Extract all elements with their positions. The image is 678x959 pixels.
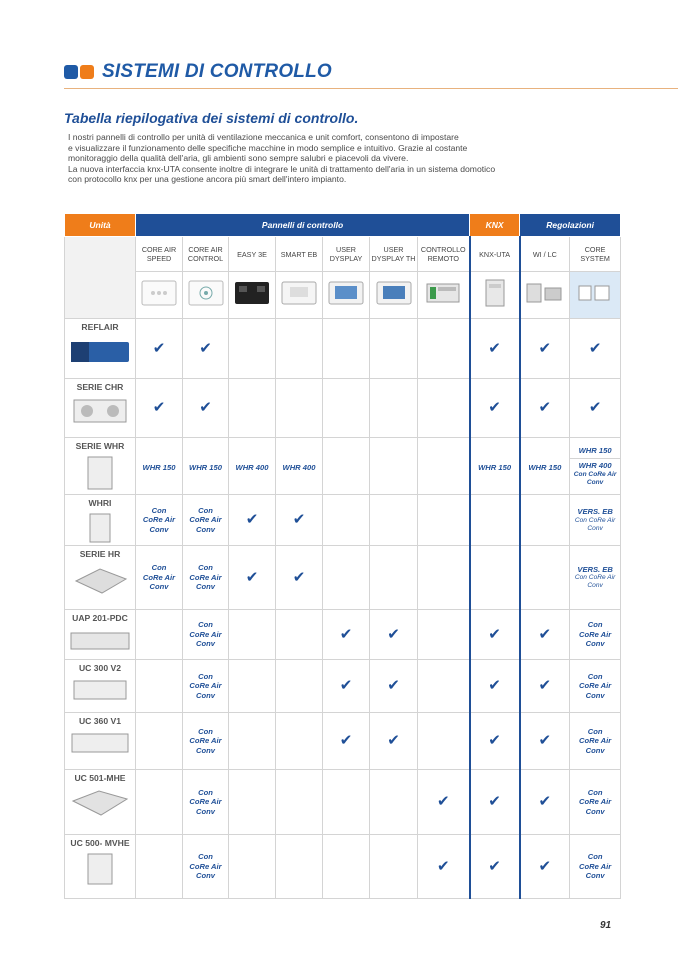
cell (570, 495, 621, 546)
check-icon: ✔ (292, 568, 306, 586)
cell (276, 319, 323, 379)
cell (183, 835, 229, 899)
cell (276, 495, 323, 546)
cell-line: Conv (196, 524, 215, 534)
uc-360-v1-image (69, 730, 131, 756)
cell (183, 610, 229, 660)
check-icon: ✔ (245, 511, 259, 528)
cell (183, 713, 229, 770)
col-header: KNX-UTA (470, 237, 520, 272)
cell (520, 660, 570, 713)
unit-cell (65, 495, 136, 546)
cell (370, 835, 418, 899)
cell (470, 379, 520, 438)
intro-line: La nuova interfaccia knx-UTA consente inoltre di integrare le unità di trattamento dell'aria in un sistema domotico (68, 163, 496, 174)
check-icon: ✔ (292, 511, 306, 528)
check-icon: ✔ (199, 399, 212, 416)
cell-text: WHR 400 (570, 458, 620, 470)
cell-line: Conv (196, 690, 215, 700)
table-row (65, 495, 621, 546)
cell (229, 610, 276, 660)
cell-subtext: Con CoRe Air Conv (573, 470, 617, 486)
check-icon: ✔ (538, 625, 552, 643)
table-row (65, 379, 621, 438)
col-header: USER DYSPLAY TH (370, 237, 418, 272)
table-row (65, 660, 621, 713)
cell-text (570, 672, 620, 701)
cell (183, 495, 229, 546)
cell (370, 610, 418, 660)
unit-name: UC 300 V2 (78, 663, 122, 673)
unit-cell (65, 713, 136, 770)
cell-line: Con (198, 671, 213, 681)
cell (276, 546, 323, 610)
uap-201-pdc-image (69, 627, 131, 653)
cell (276, 379, 323, 438)
cell (370, 770, 418, 835)
control-systems-table (64, 213, 621, 899)
unit-name: SERIE CHR (76, 382, 124, 392)
unit-name: SERIE WHR (75, 441, 125, 451)
group-pannelli: Pannelli di controllo (136, 214, 470, 237)
cell (276, 438, 323, 495)
cell-line: Conv (585, 690, 605, 700)
cell (136, 495, 183, 546)
cell-line: CoRe Air (578, 736, 612, 746)
check-icon: ✔ (488, 677, 501, 694)
cell-text: WHR 400 (282, 463, 316, 472)
orange-square-icon (80, 65, 94, 79)
cell (470, 835, 520, 899)
cell (323, 379, 370, 438)
cell (470, 438, 520, 495)
unit-cell (65, 379, 136, 438)
cell (570, 835, 621, 899)
check-icon: ✔ (387, 732, 400, 749)
cell-text: VERS. EB (577, 564, 613, 574)
cell-line: Con (587, 787, 603, 797)
cell-text: WHR 150 (528, 463, 562, 472)
table-row (65, 713, 621, 770)
check-icon: ✔ (538, 793, 552, 810)
cell (229, 495, 276, 546)
wi-lc-image (520, 272, 570, 319)
serie-chr-image (72, 396, 128, 426)
cell (323, 713, 370, 770)
table-row (65, 610, 621, 660)
cell-line: Con (198, 620, 213, 630)
reflair-image (69, 336, 131, 366)
cell-line: Con (198, 787, 213, 797)
uc-300-v2-image (70, 677, 130, 703)
check-icon: ✔ (488, 732, 501, 749)
cell-line: Con (198, 563, 213, 573)
panel-controllo-remoto-image (418, 272, 470, 319)
cell-line: CoRe Air (578, 629, 612, 639)
cell-line: CoRe Air (142, 572, 176, 582)
col-header: CORE SYSTEM (570, 237, 621, 272)
cell (470, 770, 520, 835)
cell-line: Con (587, 620, 603, 630)
check-icon: ✔ (437, 793, 450, 810)
cell (183, 379, 229, 438)
cell (418, 319, 470, 379)
unit-cell (65, 438, 136, 495)
panel-core-air-control-image (183, 272, 229, 319)
cell (229, 835, 276, 899)
cell-line: Conv (196, 806, 215, 816)
check-icon: ✔ (488, 339, 501, 357)
corner-cell (65, 237, 136, 319)
cell (370, 546, 418, 610)
group-regolazioni: Regolazioni (520, 214, 621, 237)
cell (323, 610, 370, 660)
cell (229, 438, 276, 495)
cell-text (183, 788, 228, 817)
cell-line: Con (151, 563, 167, 573)
cell (418, 379, 470, 438)
page-subtitle: Tabella riepilogativa dei sistemi di controllo. (64, 110, 359, 126)
cell-line: CoRe Air (578, 797, 612, 807)
check-icon: ✔ (152, 399, 166, 416)
check-icon: ✔ (488, 793, 501, 810)
cell (136, 438, 183, 495)
group-unita: Unità (65, 214, 136, 237)
cell (370, 438, 418, 495)
cell (470, 319, 520, 379)
uc-500-mvhe-image (80, 852, 120, 886)
col-header: CORE AIR SPEED (136, 237, 183, 272)
unit-cell (65, 610, 136, 660)
core-system-image (570, 272, 621, 319)
panel-smart-eb-image (276, 272, 323, 319)
cell (136, 835, 183, 899)
column-header-row (65, 237, 621, 272)
panel-user-dysplay-th-image (370, 272, 418, 319)
unit-name: WHRI (88, 498, 112, 508)
cell (136, 379, 183, 438)
section-header (64, 60, 332, 84)
cell-text: WHR 150 (189, 463, 222, 472)
cell (520, 379, 570, 438)
serie-hr-image (70, 563, 130, 601)
cell-line: CoRe Air (189, 681, 222, 691)
cell (470, 610, 520, 660)
cell (370, 495, 418, 546)
cell-line: Con (587, 671, 603, 681)
cell (520, 835, 570, 899)
cell-text (183, 672, 228, 701)
cell (136, 610, 183, 660)
whri-image (80, 512, 120, 544)
check-icon: ✔ (339, 677, 353, 694)
group-knx: KNX (470, 214, 520, 237)
check-icon: ✔ (387, 677, 400, 694)
cell (418, 660, 470, 713)
check-icon: ✔ (488, 399, 501, 416)
check-icon: ✔ (339, 732, 353, 749)
col-header: CONTROLLO REMOTO (418, 237, 470, 272)
cell (570, 379, 621, 438)
table-row (65, 835, 621, 899)
cell-text (570, 727, 620, 756)
cell-line: CoRe Air (189, 515, 222, 525)
cell-line: CoRe Air (189, 861, 222, 871)
check-icon: ✔ (245, 568, 259, 586)
cell-text: WHR 150 (142, 463, 176, 472)
cell (470, 495, 520, 546)
intro-line: I nostri pannelli di controllo per unità di ventilazione meccanica e unit comfort, consentono di impostare (68, 132, 459, 142)
cell (570, 319, 621, 379)
unit-cell (65, 546, 136, 610)
cell-text (183, 506, 228, 535)
section-title: SISTEMI DI CONTROLLO (102, 61, 332, 82)
cell (183, 438, 229, 495)
intro-text (68, 132, 628, 185)
table-row (65, 770, 621, 835)
cell (183, 770, 229, 835)
col-header: USER DYSPLAY (323, 237, 370, 272)
cell-line: CoRe Air (578, 681, 612, 691)
check-icon: ✔ (538, 732, 552, 749)
cell (418, 770, 470, 835)
cell (570, 546, 621, 610)
unit-name: UC 501-MHE (74, 773, 126, 783)
cell-subtext: Con CoRe Air Conv (574, 574, 616, 590)
cell (370, 319, 418, 379)
cell-stack (570, 446, 620, 487)
cell (229, 770, 276, 835)
cell-text (136, 563, 182, 592)
cell (418, 835, 470, 899)
unit-cell (65, 770, 136, 835)
cell-line: Con (198, 852, 213, 862)
cell-line: CoRe Air (189, 629, 222, 639)
unit-cell (65, 660, 136, 713)
cell (520, 495, 570, 546)
panel-core-air-speed-image (136, 272, 183, 319)
cell (229, 379, 276, 438)
check-icon: ✔ (538, 677, 552, 694)
col-header: WI / LC (520, 237, 570, 272)
cell-text (183, 852, 228, 881)
cell (323, 495, 370, 546)
cell-line: Conv (196, 871, 215, 881)
cell-subtext: Con CoRe Air Conv (574, 516, 616, 532)
cell-text: WHR 150 (478, 463, 512, 472)
cell (229, 713, 276, 770)
cell-line: CoRe Air (189, 736, 222, 746)
cell-line: Conv (585, 871, 605, 881)
cell (276, 770, 323, 835)
cell-line: Con (198, 505, 213, 515)
intro-line: e visualizzare il funzionamento delle specifiche macchine in modo semplice e intuitivo. Grazie al costante (68, 142, 468, 153)
unit-name: UC 500- MVHE (70, 838, 130, 848)
cell-line: Con (198, 726, 213, 736)
cell (229, 546, 276, 610)
check-icon: ✔ (437, 857, 450, 875)
cell (570, 713, 621, 770)
check-icon: ✔ (488, 625, 501, 643)
cell-line: Con (587, 726, 603, 736)
cell-text (570, 852, 620, 881)
cell-line: Conv (196, 745, 215, 755)
check-icon: ✔ (538, 857, 552, 875)
cell (276, 713, 323, 770)
blue-square-icon (64, 65, 78, 79)
check-icon: ✔ (538, 399, 552, 416)
table-row (65, 546, 621, 610)
check-icon: ✔ (339, 625, 353, 643)
cell (229, 660, 276, 713)
cell-line: Con (151, 505, 167, 515)
cell (570, 660, 621, 713)
cell-line: CoRe Air (142, 515, 176, 525)
cell (276, 610, 323, 660)
table-row (65, 438, 621, 495)
header-rule (64, 88, 678, 89)
check-icon: ✔ (152, 339, 166, 357)
knx-uta-image (470, 272, 520, 319)
cell (470, 660, 520, 713)
cell (323, 438, 370, 495)
col-header: CORE AIR CONTROL (183, 237, 229, 272)
cell-text (136, 506, 182, 535)
cell (418, 713, 470, 770)
cell (323, 546, 370, 610)
cell (570, 438, 621, 495)
check-icon: ✔ (488, 857, 501, 875)
check-icon: ✔ (538, 339, 552, 357)
cell-text (183, 727, 228, 756)
cell (418, 546, 470, 610)
cell-line: Con (587, 852, 603, 862)
uc-501-mhe-image (69, 787, 131, 821)
cell-text: VERS. EB (577, 507, 613, 517)
unit-cell (65, 835, 136, 899)
check-icon: ✔ (387, 625, 400, 643)
cell (276, 835, 323, 899)
cell (570, 610, 621, 660)
cell-line: Conv (149, 582, 169, 592)
cell (418, 438, 470, 495)
cell (323, 319, 370, 379)
cell (136, 319, 183, 379)
cell (323, 770, 370, 835)
unit-name: UAP 201-PDC (72, 613, 128, 623)
cell (370, 379, 418, 438)
check-icon: ✔ (588, 339, 602, 357)
cell (470, 546, 520, 610)
check-icon: ✔ (588, 399, 602, 416)
cell (183, 546, 229, 610)
product-image-row (65, 272, 621, 319)
panel-user-dysplay-image (323, 272, 370, 319)
page-number: 91 (600, 920, 612, 931)
cell-line: CoRe Air (189, 797, 222, 807)
cell (470, 713, 520, 770)
cell (136, 546, 183, 610)
cell-line: Conv (585, 639, 605, 649)
cell-text (570, 788, 620, 817)
cell-text: WHR 400 (235, 463, 269, 472)
cell-text (183, 620, 228, 649)
serie-whr-image (80, 455, 120, 491)
cell-text (183, 563, 228, 592)
check-icon: ✔ (199, 339, 212, 357)
unit-name: UC 360 V1 (78, 716, 122, 726)
cell-line: CoRe Air (578, 861, 612, 871)
cell (136, 770, 183, 835)
cell-line: Conv (196, 639, 215, 649)
cell-line: Conv (585, 745, 605, 755)
cell-line: Conv (585, 806, 605, 816)
cell (183, 319, 229, 379)
group-header-row (65, 214, 621, 237)
cell-line: Conv (196, 582, 215, 592)
cell (136, 713, 183, 770)
cell (323, 660, 370, 713)
cell (520, 319, 570, 379)
cell (276, 660, 323, 713)
col-header: SMART EB (276, 237, 323, 272)
cell (520, 438, 570, 495)
col-header: EASY 3E (229, 237, 276, 272)
cell (418, 610, 470, 660)
unit-name: REFLAIR (81, 322, 119, 332)
unit-name: SERIE HR (79, 549, 121, 559)
cell (136, 660, 183, 713)
intro-line: con protocollo knx per una gestione ancora più smart dell'intero impianto. (68, 174, 347, 185)
cell (520, 770, 570, 835)
cell (183, 660, 229, 713)
cell (418, 495, 470, 546)
cell (520, 713, 570, 770)
cell (520, 546, 570, 610)
cell (370, 660, 418, 713)
cell-text (570, 620, 620, 649)
table-row (65, 319, 621, 379)
cell (570, 770, 621, 835)
unit-cell (65, 319, 136, 379)
cell (370, 713, 418, 770)
cell (520, 610, 570, 660)
intro-line: monitoraggio della qualità dell'aria, gli ambienti sono sempre salubri e piacevoli da vivere. (68, 153, 409, 164)
cell (229, 319, 276, 379)
panel-easy-3e-image (229, 272, 276, 319)
cell-line: Conv (149, 524, 169, 534)
cell-line: CoRe Air (189, 572, 222, 582)
cell (323, 835, 370, 899)
cell-text: WHR 150 (578, 445, 612, 455)
